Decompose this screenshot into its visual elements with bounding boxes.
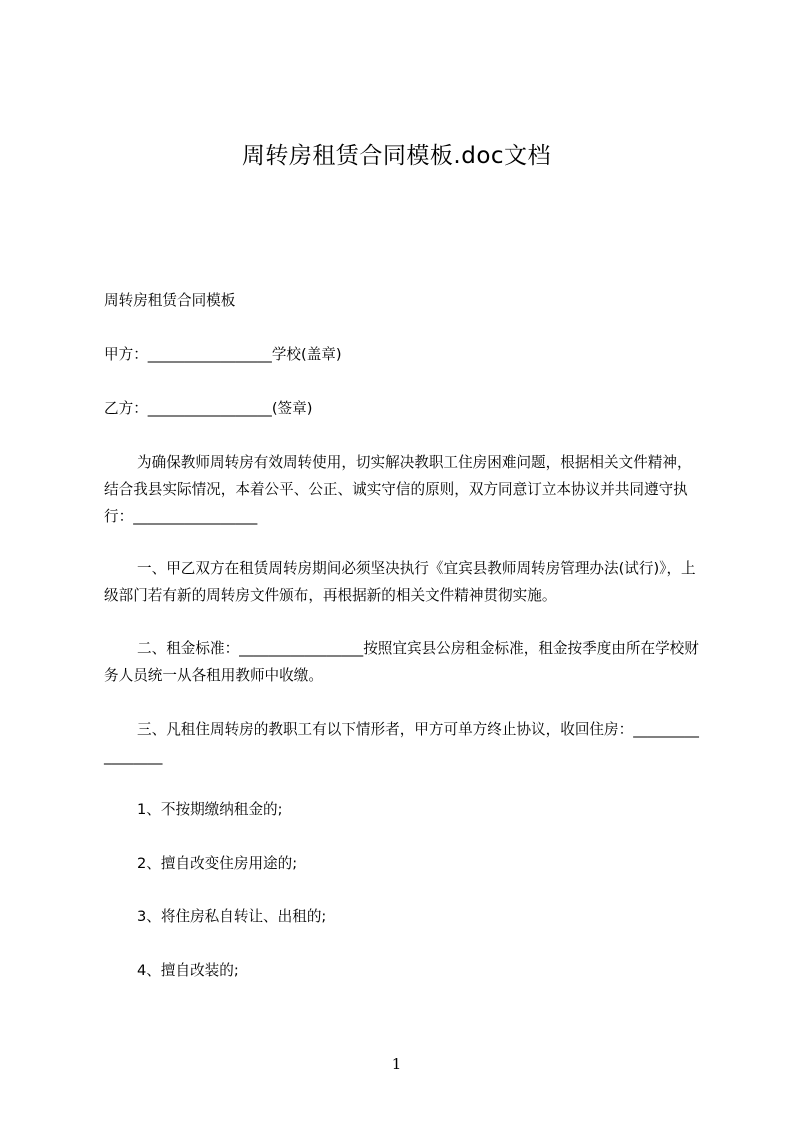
list-item-2: 2、擅自改变住房用途的;	[137, 855, 298, 872]
list-item-4: 4、擅自改装的;	[137, 962, 239, 979]
page-number: 1	[391, 1055, 402, 1073]
contract-heading: 周转房租赁合同模板	[104, 292, 236, 309]
preamble-paragraph: 为确保教师周转房有效周转使用，切实解决教职工住房困难问题，根据相关文件精神，结合我县实际情况，本着公平、公正、诚实守信的原则，双方同意订立本协议并共同遵守执行：_________________	[104, 454, 692, 525]
list-item-1: 1、不按期缴纳租金的;	[137, 801, 283, 818]
clause-2-paragraph: 二、租金标准：_________________按照宜宾县公房租金标准，租金按季度由所在学校财务人员统一从各租用教师中收缴。	[104, 640, 699, 684]
clause-1-paragraph: 一、甲乙双方在租赁周转房期间必须坚决执行《宜宾县教师周转房管理办法(试行)》，上级部门若有新的周转房文件颁布，再根据新的相关文件精神贯彻实施。	[104, 560, 696, 604]
list-item-3: 3、将住房私自转让、出租的;	[137, 908, 327, 925]
clause-3-paragraph: 三、凡租住周转房的教职工有以下情形者，甲方可单方终止协议，收回住房：_________________	[104, 721, 699, 765]
party-a-line: 甲方：_________________学校(盖章)	[104, 346, 342, 363]
document-title: 周转房租赁合同模板.doc文档	[241, 143, 552, 169]
party-b-line: 乙方：_________________(签章)	[104, 400, 313, 417]
